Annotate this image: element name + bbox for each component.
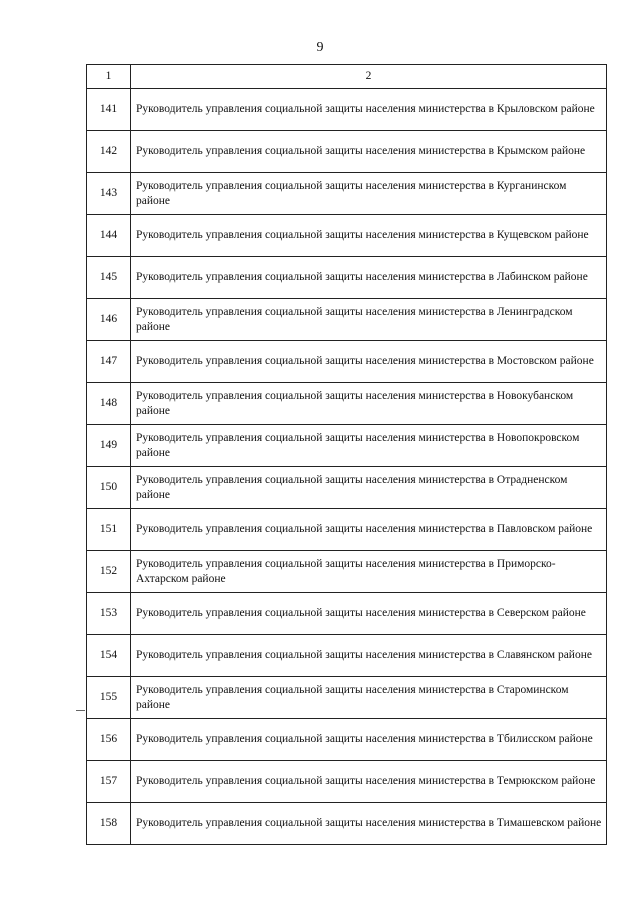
row-number: 148 — [87, 383, 131, 425]
header-column-title: 2 — [131, 65, 607, 89]
row-number: 156 — [87, 719, 131, 761]
table-header-row — [87, 65, 607, 89]
row-position-title: Руководитель управления социальной защиты населения министерства в Славянском районе — [131, 635, 607, 677]
table-row — [87, 131, 607, 173]
row-number: 157 — [87, 761, 131, 803]
row-position-title: Руководитель управления социальной защиты населения министерства в Крымском районе — [131, 131, 607, 173]
table-row — [87, 635, 607, 677]
row-number: 149 — [87, 425, 131, 467]
row-position-title: Руководитель управления социальной защиты населения министерства в Лабинском районе — [131, 257, 607, 299]
row-number: 141 — [87, 89, 131, 131]
row-number: 158 — [87, 803, 131, 845]
table-row — [87, 719, 607, 761]
table-row — [87, 299, 607, 341]
header-column-number: 1 — [87, 65, 131, 89]
row-number: 150 — [87, 467, 131, 509]
row-number: 155 — [87, 677, 131, 719]
row-number: 143 — [87, 173, 131, 215]
table-row — [87, 677, 607, 719]
row-position-title: Руководитель управления социальной защиты населения министерства в Отрадненском районе — [131, 467, 607, 509]
row-position-title: Руководитель управления социальной защиты населения министерства в Тбилисском районе — [131, 719, 607, 761]
table-row — [87, 593, 607, 635]
table-row — [87, 761, 607, 803]
margin-mark — [76, 710, 85, 711]
table-row — [87, 341, 607, 383]
table-row — [87, 215, 607, 257]
row-position-title: Руководитель управления социальной защиты населения министерства в Староминском районе — [131, 677, 607, 719]
row-number: 142 — [87, 131, 131, 173]
table-row — [87, 383, 607, 425]
row-number: 147 — [87, 341, 131, 383]
row-number: 154 — [87, 635, 131, 677]
table-row — [87, 425, 607, 467]
table-row — [87, 89, 607, 131]
table-row — [87, 257, 607, 299]
row-position-title: Руководитель управления социальной защиты населения министерства в Кущевском районе — [131, 215, 607, 257]
table-body — [87, 89, 607, 845]
row-position-title: Руководитель управления социальной защиты населения министерства в Темрюкском районе — [131, 761, 607, 803]
table-row — [87, 803, 607, 845]
row-position-title: Руководитель управления социальной защиты населения министерства в Новопокровском районе — [131, 425, 607, 467]
table-row — [87, 551, 607, 593]
row-position-title: Руководитель управления социальной защиты населения министерства в Приморско-Ахтарском районе — [131, 551, 607, 593]
table-row — [87, 467, 607, 509]
row-number: 153 — [87, 593, 131, 635]
row-position-title: Руководитель управления социальной защиты населения министерства в Курганинском районе — [131, 173, 607, 215]
table-row — [87, 509, 607, 551]
row-number: 144 — [87, 215, 131, 257]
row-position-title: Руководитель управления социальной защиты населения министерства в Новокубанском районе — [131, 383, 607, 425]
table-row — [87, 173, 607, 215]
row-position-title: Руководитель управления социальной защиты населения министерства в Павловском районе — [131, 509, 607, 551]
row-number: 146 — [87, 299, 131, 341]
row-number: 151 — [87, 509, 131, 551]
row-position-title: Руководитель управления социальной защиты населения министерства в Крыловском районе — [131, 89, 607, 131]
page-number: 9 — [316, 40, 324, 55]
row-number: 152 — [87, 551, 131, 593]
positions-table — [86, 64, 607, 845]
row-position-title: Руководитель управления социальной защиты населения министерства в Тимашевском районе — [131, 803, 607, 845]
row-position-title: Руководитель управления социальной защиты населения министерства в Ленинградском районе — [131, 299, 607, 341]
row-position-title: Руководитель управления социальной защиты населения министерства в Мостовском районе — [131, 341, 607, 383]
row-position-title: Руководитель управления социальной защиты населения министерства в Северском районе — [131, 593, 607, 635]
row-number: 145 — [87, 257, 131, 299]
